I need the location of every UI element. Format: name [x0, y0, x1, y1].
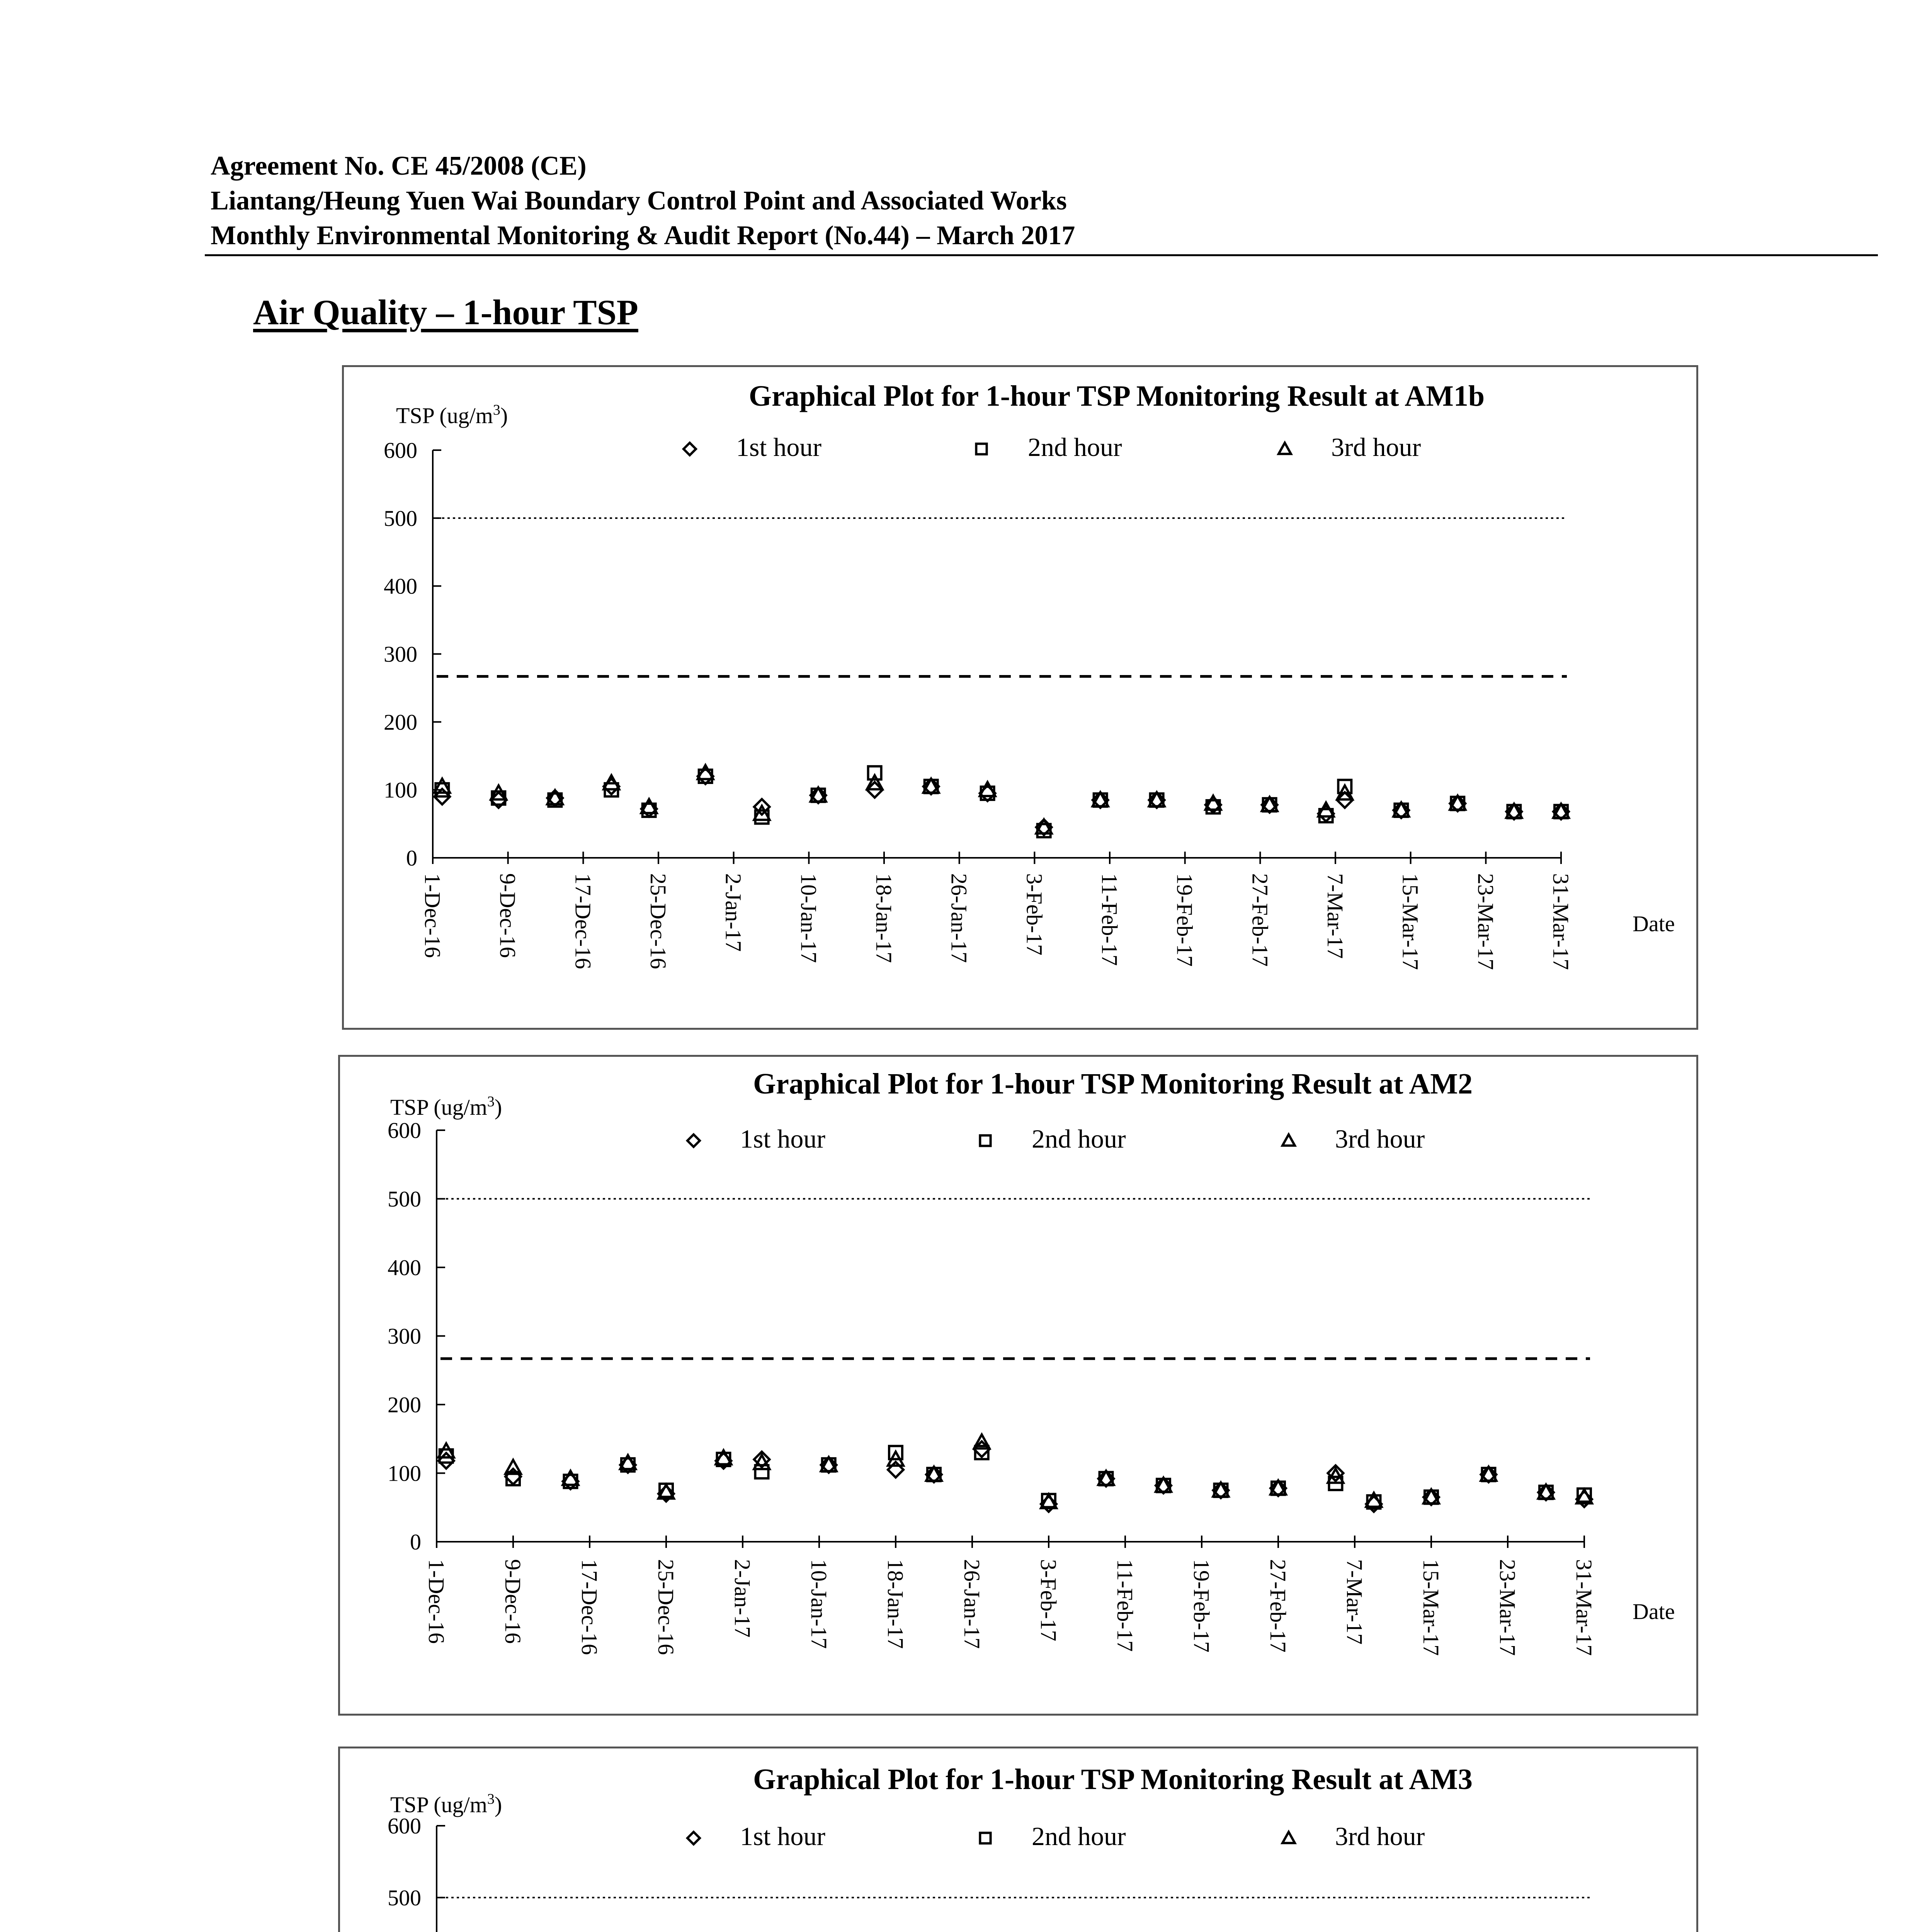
agreement-line: Agreement No. CE 45/2008 (CE) — [211, 151, 587, 181]
x-tick-label: 7-Mar-17 — [1342, 1559, 1367, 1645]
report-line: Monthly Environmental Monitoring & Audit Report (No.44) – March 2017 — [211, 221, 1075, 250]
chart-title: Graphical Plot for 1-hour TSP Monitoring Result at AM3 — [753, 1763, 1473, 1796]
y-tick-label: 500 — [384, 505, 417, 531]
x-tick-label: 23-Mar-17 — [1495, 1559, 1520, 1656]
chart-am3 — [338, 1747, 1698, 1932]
x-tick-label: 9-Dec-16 — [495, 873, 520, 958]
chart-am1b-svg — [344, 367, 1696, 1028]
x-tick-label: 15-Mar-17 — [1418, 1559, 1444, 1656]
x-tick-label: 2-Jan-17 — [730, 1559, 755, 1638]
y-tick-label: 0 — [406, 845, 417, 871]
x-tick-label: 18-Jan-17 — [871, 873, 896, 963]
x-tick-label: 19-Feb-17 — [1172, 873, 1197, 967]
legend-label: 2nd hour — [1032, 1124, 1126, 1153]
y-tick-label: 300 — [384, 641, 417, 667]
legend-marker-diamond — [684, 443, 696, 455]
y-tick-label: 500 — [388, 1885, 421, 1910]
y-tick-label: 200 — [384, 709, 417, 735]
x-tick-label: 23-Mar-17 — [1473, 873, 1498, 970]
x-tick-label: 7-Mar-17 — [1323, 873, 1348, 959]
x-axis-label: Date — [1633, 1599, 1675, 1624]
y-tick-label: 600 — [388, 1813, 421, 1838]
data-point-diamond — [888, 1462, 903, 1478]
x-tick-label: 26-Jan-17 — [959, 1559, 985, 1649]
y-tick-label: 400 — [384, 573, 417, 599]
x-tick-label: 17-Dec-16 — [570, 873, 596, 969]
y-tick-label: 300 — [388, 1323, 421, 1349]
x-tick-label: 27-Feb-17 — [1265, 1559, 1291, 1653]
x-tick-label: 26-Jan-17 — [946, 873, 972, 963]
chart-title: Graphical Plot for 1-hour TSP Monitoring Result at AM2 — [753, 1068, 1473, 1100]
x-tick-label: 3-Feb-17 — [1022, 873, 1047, 956]
chart-am2 — [338, 1055, 1698, 1716]
x-tick-label: 10-Jan-17 — [796, 873, 821, 963]
legend-marker-triangle — [1279, 443, 1291, 454]
x-tick-label: 11-Feb-17 — [1112, 1559, 1138, 1652]
legend-label: 3rd hour — [1335, 1821, 1425, 1851]
x-tick-label: 19-Feb-17 — [1189, 1559, 1214, 1653]
legend-label: 3rd hour — [1331, 432, 1421, 462]
legend-marker-diamond — [687, 1832, 700, 1844]
x-tick-label: 25-Dec-16 — [653, 1559, 679, 1655]
x-tick-label: 27-Feb-17 — [1247, 873, 1273, 967]
legend-marker-triangle — [1282, 1832, 1295, 1843]
x-tick-label: 11-Feb-17 — [1097, 873, 1122, 966]
x-tick-label: 1-Dec-16 — [420, 873, 445, 958]
y-tick-label: 200 — [388, 1392, 421, 1417]
x-tick-label: 17-Dec-16 — [577, 1559, 602, 1655]
y-tick-label: 0 — [410, 1529, 421, 1554]
y-tick-label: 500 — [388, 1186, 421, 1212]
legend-marker-square — [976, 444, 986, 454]
legend-marker-triangle — [1282, 1134, 1295, 1146]
x-tick-label: 1-Dec-16 — [424, 1559, 449, 1644]
header-rule — [205, 254, 1878, 256]
y-tick-label: 100 — [388, 1461, 421, 1486]
x-tick-label: 10-Jan-17 — [806, 1559, 832, 1649]
x-tick-label: 18-Jan-17 — [883, 1559, 908, 1649]
x-tick-label: 31-Mar-17 — [1548, 873, 1573, 970]
y-axis-label: TSP $(ug/m^3)$ — [390, 1094, 502, 1120]
legend-label: 2nd hour — [1032, 1821, 1126, 1851]
chart-am1b — [342, 365, 1698, 1030]
chart-am2-svg — [340, 1057, 1696, 1714]
x-tick-label: 3-Feb-17 — [1036, 1559, 1061, 1641]
y-tick-label: 600 — [388, 1118, 421, 1143]
x-tick-label: 15-Mar-17 — [1398, 873, 1423, 970]
legend-label: 1st hour — [740, 1821, 825, 1851]
legend-marker-diamond — [687, 1134, 700, 1147]
section-title: Air Quality – 1-hour TSP — [253, 293, 638, 332]
y-axis-label: TSP $(ug/m^3)$ — [390, 1791, 502, 1817]
legend-marker-square — [980, 1833, 990, 1843]
project-line: Liantang/Heung Yuen Wai Boundary Control Point and Associated Works — [211, 186, 1067, 216]
legend-label: 1st hour — [736, 432, 821, 462]
chart-am3-svg — [340, 1748, 1696, 1932]
x-tick-label: 2-Jan-17 — [721, 873, 746, 952]
x-tick-label: 9-Dec-16 — [500, 1559, 526, 1644]
y-tick-label: 400 — [388, 1255, 421, 1280]
legend-label: 3rd hour — [1335, 1124, 1425, 1153]
x-tick-label: 31-Mar-17 — [1571, 1559, 1597, 1656]
y-tick-label: 600 — [384, 438, 417, 463]
legend-label: 1st hour — [740, 1124, 825, 1153]
x-axis-label: Date — [1633, 911, 1675, 936]
y-axis-label: TSP $(ug/m^3)$ — [396, 402, 508, 428]
chart-title: Graphical Plot for 1-hour TSP Monitoring Result at AM1b — [748, 380, 1485, 412]
y-tick-label: 100 — [384, 777, 417, 803]
report-header — [211, 149, 1872, 253]
x-tick-label: 25-Dec-16 — [646, 873, 671, 969]
legend-marker-square — [980, 1135, 990, 1146]
legend-label: 2nd hour — [1028, 432, 1122, 462]
